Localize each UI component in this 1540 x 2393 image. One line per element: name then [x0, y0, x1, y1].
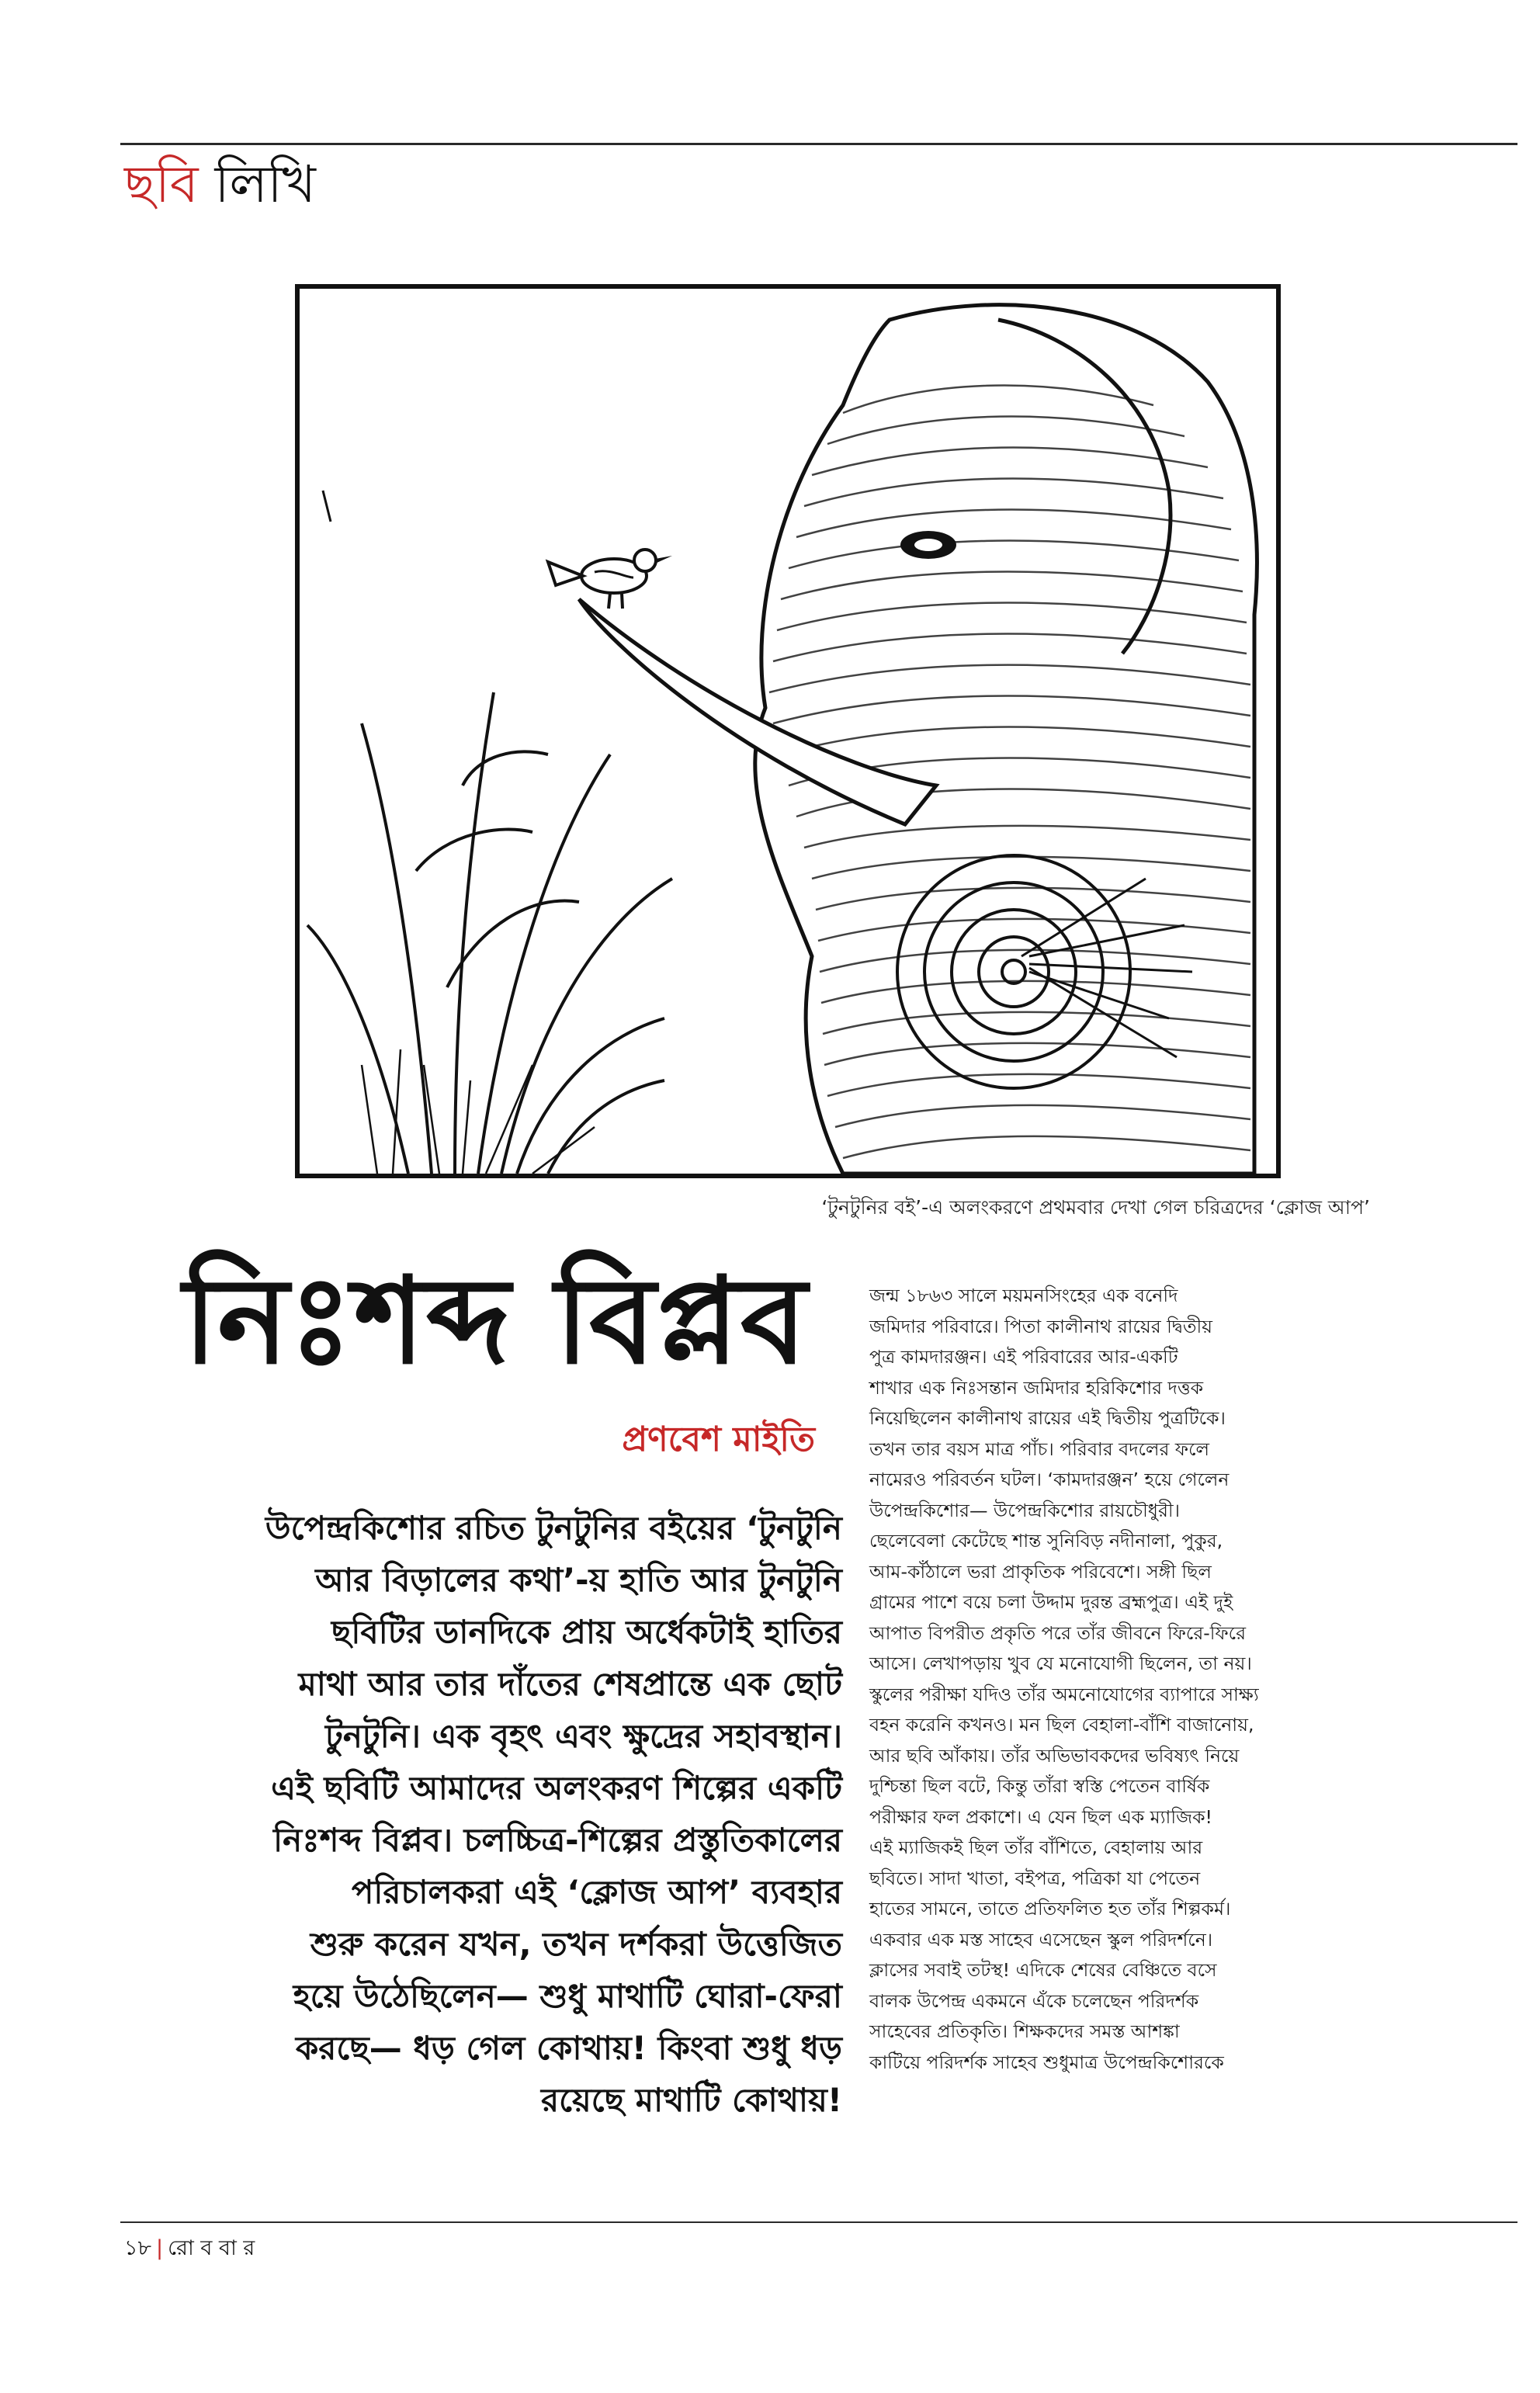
deck-line: এই ছবিটি আমাদের অলংকরণ শিল্পের একটি	[271, 1769, 842, 1807]
author-byline: প্রণবেশ মাইতি	[622, 1420, 815, 1459]
body-line: উপেন্দ্রকিশোর— উপেন্দ্রকিশোর রায়চৌধুরী।	[869, 1499, 1181, 1521]
body-line: ছেলেবেলা কেটেছে শান্ত সুনিবিড় নদীনালা, পুকুর,	[869, 1530, 1223, 1552]
deck-line: করছে— ধড় গেল কোথায়! কিংবা শুধু ধড়	[295, 2029, 842, 2067]
body-line: কাটিয়ে পরিদর্শক সাহেব শুধুমাত্র উপেন্দ্রকিশোরকে	[869, 2051, 1224, 2073]
deck-line: উপেন্দ্রকিশোর রচিত টুনটুনির বইয়ের ‘টুনটুনি	[265, 1509, 842, 1547]
body-line: আসে। লেখাপড়ায় খুব যে মনোযোগী ছিলেন, তা নয়।	[869, 1653, 1252, 1674]
elephant-bird-illustration	[295, 284, 1281, 1178]
body-line: শাখার এক নিঃসন্তান জমিদার হরিকিশোর দত্তক	[869, 1376, 1204, 1399]
footer-separator: |	[156, 2236, 164, 2260]
body-line: স্কুলের পরীক্ষা যদিও তাঁর অমনোযোগের ব্যাপারে সাক্ষ্য	[869, 1683, 1259, 1705]
deck-line: পরিচালকরা এই ‘ক্লোজ আপ’ ব্যবহার	[351, 1873, 842, 1911]
body-line: এই ম্যাজিকই ছিল তাঁর বাঁশিতে, বেহালায় আর	[869, 1836, 1203, 1858]
body-line: একবার এক মস্ত সাহেব এসেছেন স্কুল পরিদর্শনে।	[869, 1928, 1213, 1951]
deck-line: ছবিটির ডানদিকে প্রায় অর্ধেকটাই হাতির	[331, 1613, 842, 1651]
body-line: পুত্র কামদারঞ্জন। এই পরিবারের আর-একটি	[869, 1346, 1178, 1368]
body-line: সাহেবের প্রতিকৃতি। শিক্ষকদের সমস্ত আশঙ্কা	[869, 2020, 1180, 2042]
deck-line: টুনটুনি। এক বৃহৎ এবং ক্ষুদ্রের সহাবস্থান।	[324, 1717, 842, 1755]
bird-icon	[548, 550, 672, 609]
body-line: হাতের সামনে, তাতে প্রতিফলিত হত তাঁর শিল্পকর্ম।	[869, 1898, 1231, 1920]
body-line: গ্রামের পাশে বয়ে চলা উদ্দাম দুরন্ত ব্রহ্মপুত্র। এই দুই	[869, 1591, 1233, 1613]
article-body	[869, 1281, 1413, 2078]
page-number: ১৮	[124, 2236, 152, 2260]
article-title: নিঃশব্দ বিপ্লব	[183, 1252, 809, 1391]
deck-line: রয়েছে মাথাটি কোথায়!	[541, 2081, 842, 2119]
section-heading	[124, 152, 316, 217]
deck-line: নিঃশব্দ বিপ্লব। চলচ্চিত্র-শিল্পের প্রস্তুতিকালের	[273, 1821, 842, 1859]
body-line: আর ছবি আঁকায়। তাঁর অভিভাবকদের ভবিষ্যৎ নিয়ে	[869, 1744, 1240, 1767]
body-line: বালক উপেন্দ্র একমনে এঁকে চলেছেন পরিদর্শক	[869, 1989, 1199, 2012]
section-word-1: ছবি	[124, 154, 199, 214]
page-footer	[124, 2229, 255, 2268]
deck-line: মাথা আর তার দাঁতের শেষপ্রান্তে এক ছোট	[298, 1665, 842, 1703]
article-deck	[109, 1502, 842, 2126]
body-line: বহন করেনি কখনও। মন ছিল বেহালা-বাঁশি বাজানোয়,	[869, 1714, 1254, 1736]
deck-line: আর বিড়ালের কথা’-য় হাতি আর টুনটুনি	[315, 1561, 842, 1599]
body-line: দুশ্চিন্তা ছিল বটে, কিন্তু তাঁরা স্বস্তি পেতেন বার্ষিক	[869, 1775, 1210, 1797]
body-line: জমিদার পরিবারে। পিতা কালীনাথ রায়ের দ্বিতীয়	[869, 1315, 1213, 1337]
section-word-2: লিখি	[214, 154, 316, 214]
body-line: আপাত বিপরীত প্রকৃতি পরে তাঁর জীবনে ফিরে-ফিরে	[869, 1621, 1247, 1644]
deck-line: হয়ে উঠেছিলেন— শুধু মাথাটি ঘোরা-ফেরা	[293, 1977, 842, 2015]
magazine-name: রো ব বা র	[168, 2236, 255, 2260]
body-line: ক্লাসের সবাই তটস্থ! এদিকে শেষের বেঞ্চিতে বসে	[869, 1959, 1217, 1981]
body-line: জন্ম ১৮৬৩ সালে ময়মনসিংহের এক বনেদি	[869, 1285, 1178, 1306]
body-line: আম-কাঁঠালে ভরা প্রাকৃতিক পরিবেশে। সঙ্গী ছিল	[869, 1560, 1212, 1583]
body-line: পরীক্ষার ফল প্রকাশে। এ যেন ছিল এক ম্যাজিক!	[869, 1805, 1212, 1828]
illustration-caption: ‘টুনটুনির বই’-এ অলংকরণে প্রথমবার দেখা গেল চরিত্রদের ‘ক্লোজ আপ’	[821, 1196, 1370, 1219]
deck-line: শুরু করেন যখন, তখন দর্শকরা উত্তেজিত	[310, 1925, 842, 1963]
body-line: নামেরও পরিবর্তন ঘটল। ‘কামদারঞ্জন’ হয়ে গেলেন	[869, 1469, 1230, 1490]
body-line: নিয়েছিলেন কালীনাথ রায়ের এই দ্বিতীয় পুত্রটিকে।	[869, 1407, 1226, 1429]
body-line: ছবিতে। সাদা খাতা, বইপত্র, পত্রিকা যা পেতেন	[869, 1867, 1201, 1889]
elephant-bird-drawing	[300, 289, 1276, 1174]
top-rule	[120, 143, 1517, 145]
bottom-rule	[120, 2221, 1517, 2223]
body-line: তখন তার বয়স মাত্র পাঁচ। পরিবার বদলের ফলে	[869, 1438, 1210, 1460]
